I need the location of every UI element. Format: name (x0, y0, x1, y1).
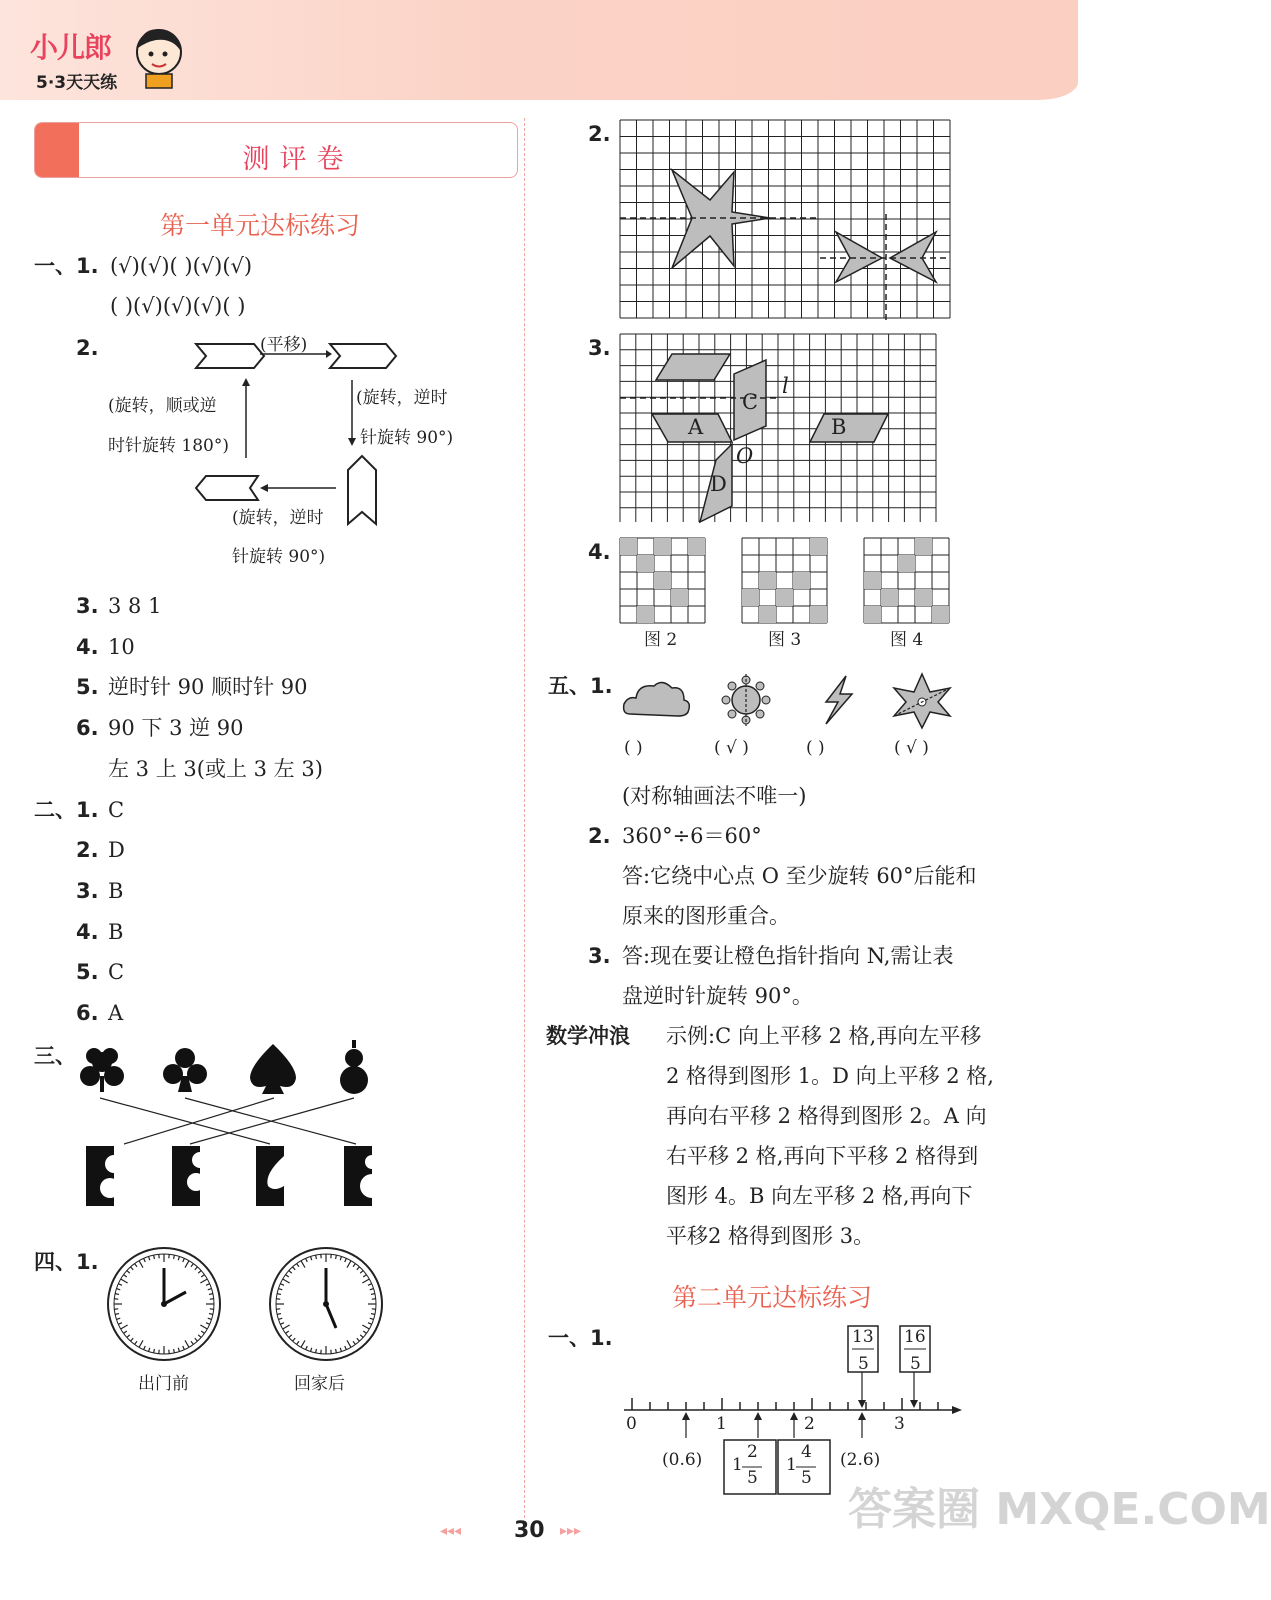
p5-mark-2: ( √ ) (714, 738, 749, 758)
p5-mark-3: ( ) (806, 738, 825, 758)
q1-label: 一、1. (34, 254, 99, 278)
part3-matching-diagram (70, 1036, 420, 1216)
clock-after-returning (268, 1246, 388, 1366)
shape-label-b: B (831, 415, 847, 439)
p5-mark-4: ( √ ) (894, 738, 929, 758)
top-frac-1-den: 5 (858, 1354, 869, 1374)
part2-q1-answer: C (108, 798, 125, 822)
surf-line-1: 示例:C 向上平移 2 格,再向左平移 (666, 1024, 982, 1048)
pinwheel-icon (894, 674, 950, 728)
bot-frac-1-whole: 1 (732, 1455, 743, 1475)
q1-row1: (√)(√)( )(√)(√) (110, 254, 253, 278)
clock-tick (154, 1255, 155, 1259)
clock-tick (277, 1294, 281, 1295)
figure-2-grid (620, 538, 710, 628)
surf-line-5: 图形 4。B 向左平移 2 格,再向下 (666, 1184, 973, 1208)
clock-tick (209, 1314, 213, 1315)
part2-q1-label: 二、1. (34, 798, 99, 822)
surf-line-4: 右平移 2 格,再向下平移 2 格得到 (666, 1144, 979, 1168)
spade-icon (250, 1044, 296, 1094)
part2-q2-answer: D (108, 838, 125, 862)
part2-q5-answer: C (108, 960, 125, 984)
r-q3-label: 3. (588, 336, 611, 360)
lightning-icon (826, 676, 852, 724)
next-page-icon: ▸▸▸ (560, 1523, 582, 1539)
math-surf-label: 数学冲浪 (546, 1024, 630, 1048)
clock-tick (174, 1255, 175, 1259)
q5-answer: 逆时针 90 顺时针 90 (108, 675, 308, 699)
part5-label: 五、1. (548, 674, 613, 698)
club-icon (163, 1048, 207, 1092)
clock-before-leaving (106, 1246, 226, 1366)
p5q3-answer-1: 答:现在要让橙色指针指向 N,需让表 (622, 944, 954, 968)
q2-rot-right-1: (旋转，逆时 (356, 388, 448, 408)
p5q2-label: 2. (588, 824, 611, 848)
point-o-label: O (736, 444, 754, 468)
unit1-title: 第一单元达标练习 (160, 211, 361, 240)
p5q3-answer-2: 盘逆时针旋转 90°。 (622, 984, 813, 1008)
page-number: 30 (514, 1518, 545, 1543)
clock2-caption: 回家后 (294, 1374, 345, 1394)
half-gourd-icon (344, 1146, 384, 1206)
u2q1-label: 一、1. (548, 1326, 613, 1350)
part2-q3-answer: B (108, 879, 124, 903)
cloud-icon (624, 682, 690, 716)
fig2-caption: 图 2 (644, 630, 678, 650)
number-line-figure (620, 1322, 970, 1502)
clock-tick (115, 1314, 119, 1315)
clock-tick (115, 1294, 119, 1295)
half-clover-icon (86, 1146, 123, 1206)
q2-rot-right-2: 针旋转 90°) (360, 428, 454, 448)
half-club-icon (172, 1146, 208, 1206)
p5q2-answer-1: 答:它绕中心点 O 至少旋转 60°后能和 (622, 864, 977, 888)
clock-tick (277, 1314, 281, 1315)
line-l-label: l (782, 374, 789, 398)
section-header (34, 122, 518, 178)
q2-rot-left-1: (旋转，顺或逆 (108, 396, 217, 416)
q3-answer: 3 8 1 (108, 594, 162, 618)
mascot-icon (132, 22, 186, 90)
p5-mark-1: ( ) (624, 738, 643, 758)
r-q4-label: 4. (588, 540, 611, 564)
logo-subtitle: 5·3天天练 (36, 73, 118, 93)
fig4-caption: 图 4 (890, 630, 924, 650)
column-divider (524, 118, 525, 1518)
clock1-caption: 出门前 (138, 1374, 189, 1394)
clover-icon (80, 1048, 124, 1092)
nl-label-0-6: (0.6) (662, 1450, 703, 1470)
part2-q5-label: 5. (76, 960, 99, 984)
section-tab (35, 123, 79, 177)
watermark: 答案圈 MXQE.COM (848, 1484, 1271, 1535)
shape-label-c: C (742, 390, 759, 414)
clock-tick (209, 1294, 213, 1295)
bot-frac-2-whole: 1 (786, 1455, 797, 1475)
prev-page-icon: ◂◂◂ (440, 1523, 462, 1539)
q6-answer-line2: 左 3 上 3(或上 3 左 3) (108, 757, 323, 781)
part2-q4-answer: B (108, 920, 124, 944)
top-frac-2-num: 16 (904, 1327, 926, 1347)
top-frac-2-den: 5 (910, 1354, 921, 1374)
clock-tick (336, 1255, 337, 1259)
part3-label: 三、 (34, 1044, 76, 1068)
q1-row2: ( )(√)(√)(√)( ) (110, 294, 246, 318)
r-q3-grid-parallelogram-figure (620, 334, 940, 524)
q3-label: 3. (76, 594, 99, 618)
q4-label: 4. (76, 635, 99, 659)
p5-note: (对称轴画法不唯一) (622, 784, 807, 808)
r-q2-label: 2. (588, 122, 611, 146)
shape-label-a: A (688, 415, 704, 439)
figure-3-grid (742, 538, 832, 628)
bot-frac-2-num: 4 (801, 1442, 812, 1462)
q5-label: 5. (76, 675, 99, 699)
clock-tick (371, 1314, 375, 1315)
nl-tick-0: 0 (626, 1414, 637, 1434)
part4-label: 四、1. (34, 1250, 99, 1274)
bot-frac-1-den: 5 (747, 1468, 758, 1488)
q2-label: 2. (76, 336, 99, 360)
section-label: 测评卷 (242, 144, 354, 175)
clock-tick (316, 1349, 317, 1353)
surf-line-3: 再向右平移 2 格得到图形 2。A 向 (666, 1104, 987, 1128)
q2-rot-bottom-2: 针旋转 90°) (232, 547, 326, 567)
clock-tick (174, 1349, 175, 1353)
q4-answer: 10 (108, 635, 135, 659)
part2-q4-label: 4. (76, 920, 99, 944)
nl-tick-2: 2 (804, 1414, 815, 1434)
logo-title: 小儿郎 (30, 31, 112, 64)
q2-rot-bottom-1: (旋转，逆时 (232, 508, 324, 528)
q2-rot-left-2: 时针旋转 180°) (108, 436, 229, 456)
gourd-icon (340, 1040, 368, 1094)
unit2-title: 第二单元达标练习 (672, 1283, 873, 1312)
sun-flower-icon (722, 674, 770, 726)
part2-q6-label: 6. (76, 1001, 99, 1025)
bot-frac-2-den: 5 (801, 1468, 812, 1488)
clock-tick (371, 1294, 375, 1295)
bot-frac-1-num: 2 (747, 1442, 758, 1462)
q6-answer: 90 下 3 逆 90 (108, 716, 244, 740)
part5-symmetry-shapes (620, 670, 960, 730)
p5q2-answer-2: 原来的图形重合。 (622, 904, 790, 928)
nl-label-2-6: (2.6) (840, 1450, 881, 1470)
figure-4-grid (864, 538, 954, 628)
r-q2-grid-star-figure (620, 120, 954, 322)
part2-q3-label: 3. (76, 879, 99, 903)
q2-translate-label: (平移) (260, 335, 308, 355)
nl-tick-1: 1 (716, 1414, 727, 1434)
p5q3-label: 3. (588, 944, 611, 968)
surf-line-6: 平移2 格得到图形 3。 (666, 1224, 875, 1248)
clock-tick (316, 1255, 317, 1259)
clock-tick (336, 1349, 337, 1353)
top-frac-1-num: 13 (852, 1327, 874, 1347)
part2-q6-answer: A (108, 1001, 124, 1025)
surf-line-2: 2 格得到图形 1。D 向上平移 2 格, (666, 1064, 994, 1088)
p5q2-equation: 360°÷6＝60° (622, 824, 762, 848)
half-spade-icon (256, 1146, 284, 1206)
fig3-caption: 图 3 (768, 630, 802, 650)
clock-tick (154, 1349, 155, 1353)
q6-label: 6. (76, 716, 99, 740)
part2-q2-label: 2. (76, 838, 99, 862)
nl-tick-3: 3 (894, 1414, 905, 1434)
shape-label-d: D (710, 472, 727, 496)
